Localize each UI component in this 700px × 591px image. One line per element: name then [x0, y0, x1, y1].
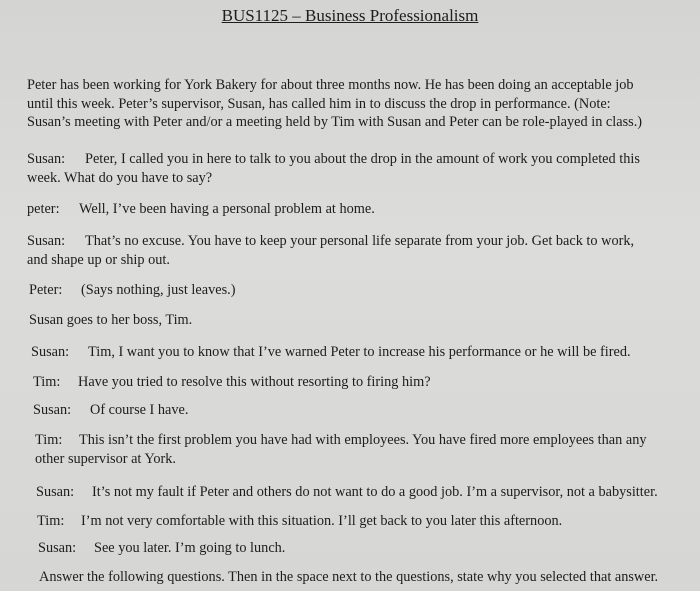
dialogue-text: Have you tried to resolve this without resorting to firing him? — [78, 374, 431, 390]
speaker-label: peter: — [27, 201, 60, 217]
speaker-label: Susan: — [27, 233, 66, 249]
speaker-label: Tim: — [37, 513, 65, 529]
dialogue-text: Of course I have. — [90, 402, 189, 418]
dialogue-entry — [36, 483, 700, 502]
dialogue-entry — [33, 401, 700, 420]
speaker-label: Tim: — [35, 432, 63, 448]
intro-line: Susan’s meeting with Peter and/or a meeting held by Tim with Susan and Peter can be role-played in class.) — [27, 114, 643, 130]
intro-paragraph — [27, 76, 699, 132]
dialogue-text: I’m not very comfortable with this situation. I’ll get back to you later this afternoon. — [81, 513, 563, 529]
speaker-label: Susan: — [38, 540, 77, 556]
closing-instruction — [39, 568, 700, 587]
dialogue-entry — [38, 539, 700, 558]
dialogue-text: week. What do you have to say? — [27, 169, 213, 186]
dialogue-text: It’s not my fault if Peter and others do not want to do a good job. I’m a supervisor, not a babysitter. — [92, 484, 658, 500]
dialogue-text: Susan goes to her boss, Tim. — [29, 312, 193, 328]
closing-text: Answer the following questions. Then in the space next to the questions, state why you selected that answer. — [39, 569, 659, 585]
dialogue-text: (Says nothing, just leaves.) — [81, 282, 236, 298]
dialogue-text: That’s no excuse. You have to keep your personal life separate from your job. Get back to work, — [85, 233, 635, 249]
speaker-label: Susan: — [27, 151, 66, 167]
narration-line — [29, 311, 700, 330]
dialogue-entry — [33, 373, 700, 392]
dialogue-entry — [31, 343, 700, 362]
dialogue-text: Well, I’ve been having a personal problem at home. — [79, 201, 375, 217]
dialogue-text: Peter, I called you in here to talk to you about the drop in the amount of work you completed this — [85, 151, 640, 167]
dialogue-text: and shape up or ship out. — [27, 251, 170, 268]
intro-line: until this week. Peter’s supervisor, Susan, has called him in to discuss the drop in performance. (Note: — [27, 95, 611, 112]
dialogue-text: See you later. I’m going to lunch. — [94, 540, 286, 556]
dialogue-entry — [27, 200, 699, 219]
dialogue-text: other supervisor at York. — [35, 450, 176, 467]
speaker-label: Susan: — [31, 344, 70, 360]
speaker-label: Susan: — [36, 484, 75, 500]
dialogue-text: Tim, I want you to know that I’ve warned Peter to increase his performance or he will be fired. — [88, 344, 631, 360]
dialogue-text: This isn’t the first problem you have had with employees. You have fired more employees than any — [79, 432, 647, 448]
speaker-label: Tim: — [33, 374, 61, 390]
dialogue-entry — [27, 150, 699, 187]
speaker-label: Peter: — [29, 282, 63, 298]
document-title: BUS1125 – Business Professionalism — [221, 6, 479, 25]
dialogue-entry — [27, 232, 699, 269]
dialogue-entry — [29, 281, 700, 300]
speaker-label: Susan: — [33, 402, 72, 418]
dialogue-entry — [37, 512, 700, 531]
dialogue-entry — [35, 431, 700, 468]
intro-line: Peter has been working for York Bakery for about three months now. He has been doing an acceptable job — [27, 77, 634, 93]
